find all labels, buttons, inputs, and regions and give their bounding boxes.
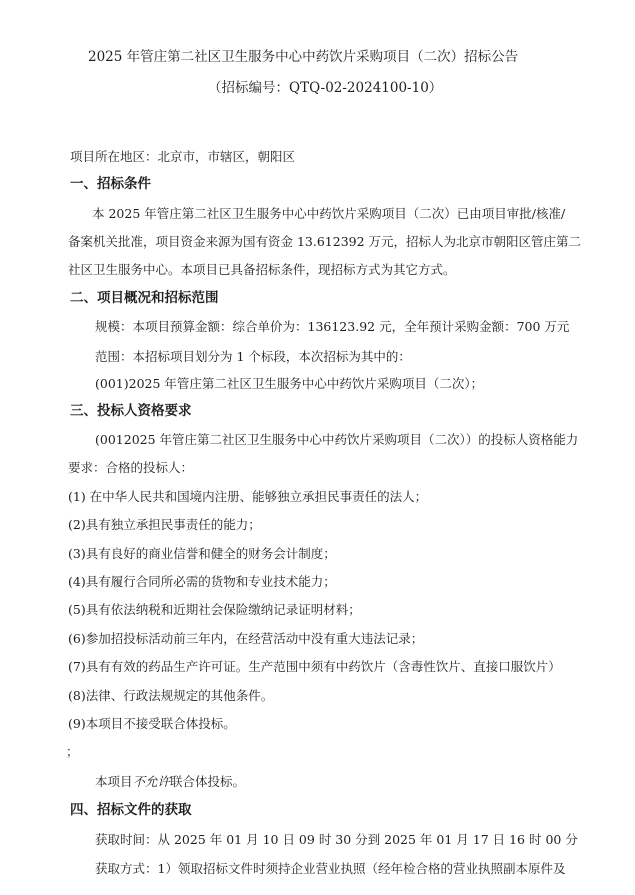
section-1-heading: 一、招标条件 (70, 176, 151, 192)
section-4-heading: 四、招标文件的获取 (70, 802, 192, 818)
section-4-line: 获取时间：从 2025 年 01 月 10 日 09 时 30 分到 2025 年 01 月 17 日 16 时 00 分 (95, 832, 578, 847)
section-2-heading: 二、项目概况和招标范围 (70, 290, 219, 306)
section-4-line: 获取方式：1）领取招标文件时须持企业营业执照（经年检合格的营业执照副本原件及 (95, 861, 566, 876)
stray-semicolon: ； (66, 744, 79, 759)
section-1-line: 本 2025 年管庄第二社区卫生服务中心中药饮片采购项目（二次）已由项目审批/核准/ (92, 206, 566, 221)
qualification-item: (7)具有有效的药品生产许可证。生产范围中须有中药饮片（含毒性饮片、直接口服饮片） (68, 659, 561, 674)
section-1-line: 备案机关批准，项目资金来源为国有资金 13.612392 万元，招标人为北京市朝阳区管庄第二 (68, 234, 582, 249)
section-1-line: 社区卫生服务中心。本项目已具备招标条件，现招标方式为其它方式。 (68, 262, 456, 277)
section-2-line: 范围：本招标项目划分为 1 个标段，本次招标为其中的： (95, 349, 411, 364)
qualification-item: (3)具有良好的商业信誉和健全的财务会计制度； (68, 546, 336, 561)
consortium-note-italic: 不允许 (132, 774, 171, 789)
qualification-item: (1) 在中华人民共和国境内注册、能够独立承担民事责任的法人； (68, 489, 428, 504)
consortium-note-suffix: 联合体投标。 (170, 774, 246, 789)
qualification-item: (8)法律、行政法规规定的其他条件。 (68, 688, 274, 703)
section-3-intro: (0012025 年管庄第二社区卫生服务中心中药饮片采购项目（二次））的投标人资格能力 (95, 432, 579, 447)
section-2-line: 规模：本项目预算金额：综合单价为：136123.92 元，全年预计采购金额：700 万元 (95, 319, 570, 334)
qualification-item: (6)参加招投标活动前三年内，在经营活动中没有重大违法记录； (68, 631, 424, 646)
qualification-item: (4)具有履行合同所必需的货物和专业技术能力； (68, 574, 336, 589)
project-location: 项目所在地区：北京市，市辖区，朝阳区 (70, 149, 296, 164)
tender-number: （招标编号：QTQ-02-2024100-10） (208, 80, 443, 96)
qualification-item: (2)具有独立承担民事责任的能力； (68, 517, 261, 532)
qualification-item: (9)本项目不接受联合体投标。 (68, 716, 236, 731)
consortium-note-prefix: 本项目 (95, 774, 133, 789)
section-3-intro: 要求：合格的投标人： (68, 460, 194, 475)
section-2-line: (001)2025 年管庄第二社区卫生服务中心中药饮片采购项目（二次）； (95, 376, 484, 391)
qualification-item: (5)具有依法纳税和近期社会保险缴纳记录证明材料； (68, 602, 361, 617)
consortium-note (95, 774, 245, 790)
document-title: 2025 年管庄第二社区卫生服务中心中药饮片采购项目（二次）招标公告 (88, 49, 519, 65)
section-3-heading: 三、投标人资格要求 (70, 403, 192, 419)
